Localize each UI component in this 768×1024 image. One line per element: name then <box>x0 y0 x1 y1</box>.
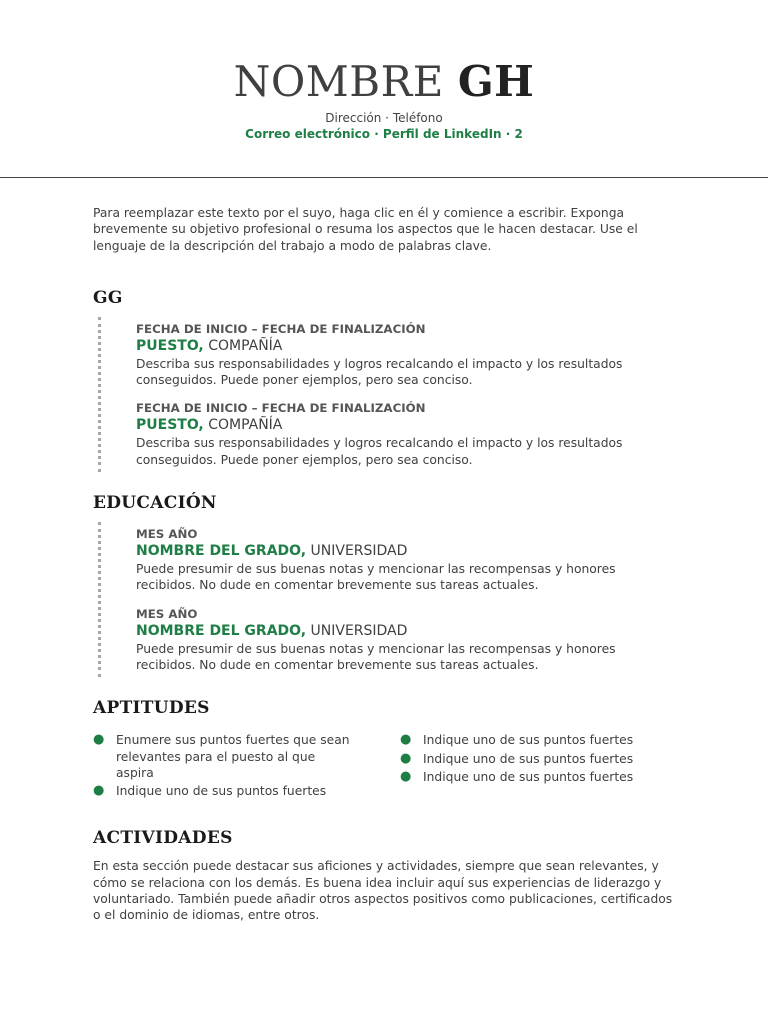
header-divider <box>0 177 768 178</box>
skills-column-right <box>400 732 633 801</box>
bullet-icon: ● <box>400 750 412 766</box>
bullet-icon: ● <box>93 783 105 799</box>
education-entry <box>136 607 678 674</box>
section-title-education[interactable]: EDUCACIÓN <box>93 493 217 514</box>
first-name[interactable]: NOMBRE <box>233 57 444 106</box>
entry-title: PUESTO, <box>136 417 204 434</box>
activities-paragraph[interactable]: En esta sección puede destacar sus aficiones y actividades, siempre que sean relevantes, y cómo se relaciona con los demás. Es buena idea incluir aquí sus experiencias de liderazgo y voluntariado. También puede añadir otros aspectos positivos como publicaciones, certificados o el dominio de idiomas, entre otros. <box>93 859 673 923</box>
education-entry <box>136 527 678 594</box>
skill-item[interactable]: ● Indique uno de sus puntos fuertes <box>93 783 327 799</box>
experience-entry <box>136 322 678 389</box>
entry-role[interactable] <box>136 622 678 641</box>
entry-school: UNIVERSIDAD <box>306 622 408 639</box>
skill-item[interactable]: ● Indique uno de sus puntos fuertes <box>400 732 634 748</box>
bullet-icon: ● <box>400 768 412 784</box>
entry-title: PUESTO, <box>136 337 204 354</box>
entry-date[interactable]: MES AÑO <box>136 606 198 621</box>
entry-description[interactable]: Describa sus responsabilidades y logros recalcando el impacto y los resultados conseguidos. Puede poner ejemplos, pero sea conciso. <box>136 436 623 467</box>
contact-line[interactable]: Dirección · Teléfono <box>325 111 443 125</box>
bullet-icon: ● <box>93 732 105 748</box>
section-title-skills[interactable]: APTITUDES <box>93 698 210 719</box>
skills-column-left <box>93 732 400 801</box>
entry-school: UNIVERSIDAD <box>306 543 408 560</box>
entry-date[interactable]: FECHA DE INICIO – FECHA DE FINALIZACIÓN <box>136 401 426 416</box>
entry-role[interactable] <box>136 542 678 561</box>
entry-degree: NOMBRE DEL GRADO, <box>136 622 307 639</box>
section-title-experience[interactable]: GG <box>93 287 123 308</box>
entry-description[interactable]: Puede presumir de sus buenas notas y mencionar las recompensas y honores recibidos. No dude en comentar brevemente sus tareas actuales. <box>136 562 616 593</box>
last-name[interactable]: GH <box>457 57 535 106</box>
entry-date[interactable]: FECHA DE INICIO – FECHA DE FINALIZACIÓN <box>136 321 426 336</box>
skills-list <box>93 732 678 801</box>
entry-degree: NOMBRE DEL GRADO, <box>136 543 307 560</box>
experience-timeline <box>93 317 678 472</box>
section-title-activities[interactable]: ACTIVIDADES <box>93 828 233 849</box>
entry-description[interactable]: Puede presumir de sus buenas notas y mencionar las recompensas y honores recibidos. No dude en comentar brevemente sus tareas actuales. <box>136 641 616 672</box>
experience-entry <box>136 401 678 468</box>
entry-date[interactable]: MES AÑO <box>136 527 198 542</box>
resume-header <box>0 0 768 142</box>
entry-description[interactable]: Describa sus responsabilidades y logros recalcando el impacto y los resultados conseguidos. Puede poner ejemplos, pero sea conciso. <box>136 356 623 388</box>
skill-item[interactable]: ● Indique uno de sus puntos fuertes <box>400 750 634 766</box>
bullet-icon: ● <box>400 732 412 748</box>
skill-item[interactable]: ● Enumere sus puntos fuertes que sean relevantes para el puesto al que aspira <box>93 732 350 780</box>
entry-org: COMPAÑÍA <box>203 417 283 434</box>
resume-body <box>93 205 678 924</box>
entry-role[interactable] <box>136 416 678 435</box>
entry-org: COMPAÑÍA <box>203 337 283 354</box>
entry-role[interactable] <box>136 337 678 356</box>
skill-item[interactable]: ● Indique uno de sus puntos fuertes <box>400 768 634 784</box>
contact-links[interactable]: Correo electrónico · Perfil de LinkedIn · 2 <box>245 127 523 141</box>
summary-paragraph[interactable]: Para reemplazar este texto por el suyo, haga clic en él y comience a escribir. Exponga brevemente su objetivo profesional o resuma los aspectos que le hacen destacar. Use el lenguaje de la descripción del trabajo a modo de palabras clave. <box>93 206 638 253</box>
candidate-name[interactable] <box>0 58 768 106</box>
education-timeline <box>93 522 678 677</box>
